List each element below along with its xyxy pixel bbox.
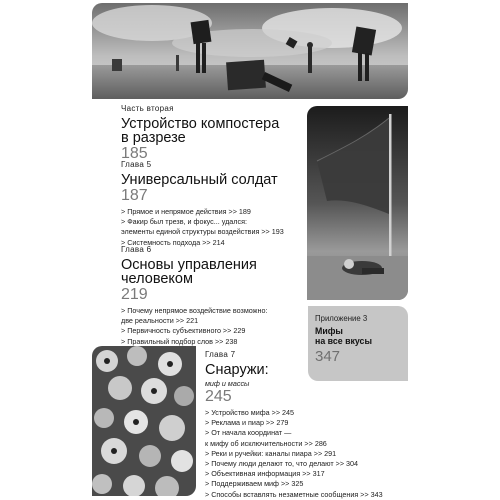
part-two-block [121,104,301,162]
chapter-title: Универсальный солдат [121,172,278,188]
toc-item: > Правильный подбор слов >> 238 [121,336,238,346]
top-photo [92,3,408,99]
toc-item: > Объективная информация >> 317 [205,469,325,479]
chapter-7-block [205,350,415,500]
chapter-title: Снаружи: [205,362,269,378]
chapter-6-block [121,245,301,347]
part-page-number: 185 [121,145,148,162]
toc-item: > Почему люди делают то, что делают >> 304 [205,459,359,469]
crowd-photo [92,346,196,496]
chapter-page-number: 245 [205,388,232,405]
flag-photo [307,106,408,300]
toc-item: > От начала координат — [205,428,292,438]
toc-item: к мифу об исключительности >> 286 [205,438,327,448]
toc-item: > Факир был трезв, и фокус... удался: [121,217,247,227]
chapter-page-number: 187 [121,187,148,204]
chapter-kicker: Глава 6 [121,245,152,254]
toc-item: > Первичность субъективного >> 229 [121,326,246,336]
toc-item: элементы единой структуры воздействия >> 193 [121,227,284,237]
chapter-page-number: 219 [121,286,148,303]
chapter-6-toc [121,306,301,347]
chapter-subtitle: миф и массы [205,379,250,388]
toc-item: > Способы вставлять незаметные сообщения >> 343 [205,489,383,499]
chapter-title: Основы управления человеком [121,257,257,287]
part-title: Устройство компостера в разрезе [121,116,280,146]
toc-item: > Прямое и непрямое действия >> 189 [121,207,251,216]
appendix-kicker: Приложение 3 [315,314,368,323]
toc-item: > Поддерживаем миф >> 325 [205,479,304,489]
toc-item: > Реклама и пиар >> 279 [205,418,289,428]
appendix-title: Мифы на все вкусы [315,326,372,346]
chapter-5-toc [121,207,301,248]
toc-item: две реальности >> 221 [121,316,199,326]
chapter-7-toc [205,408,415,500]
toc-item: > Почему непрямое воздействие возможно: [121,306,268,315]
toc-item: > Реки и ручейки: каналы пиара >> 291 [205,448,337,458]
part-kicker: Часть вторая [121,104,174,113]
toc-item: > Устройство мифа >> 245 [205,408,295,417]
toc-item: > Системность подхода >> 214 [121,237,225,247]
appendix-page-number: 347 [315,348,341,365]
chapter-kicker: Глава 5 [121,160,152,169]
chapter-5-block [121,160,301,248]
chapter-kicker: Глава 7 [205,350,236,359]
